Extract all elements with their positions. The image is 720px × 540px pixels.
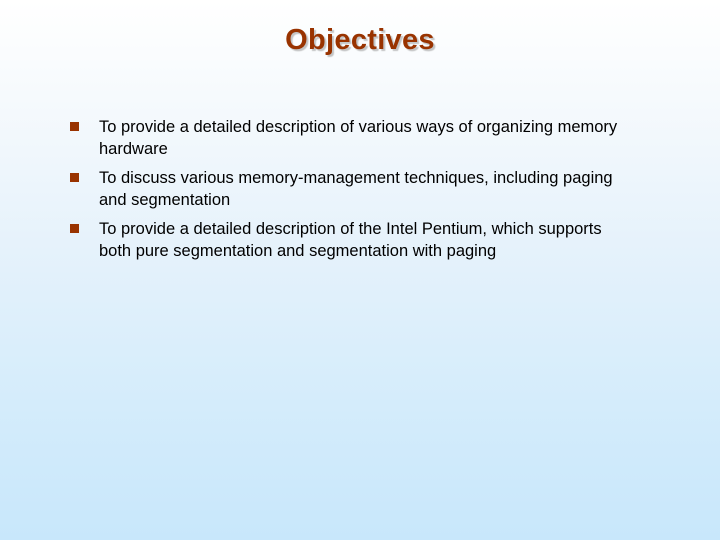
square-bullet-icon	[70, 122, 79, 131]
bullet-text: To discuss various memory-management techniques, including paging and segmentation	[99, 169, 613, 209]
square-bullet-icon	[70, 173, 79, 182]
list-item	[70, 167, 630, 211]
objectives-list	[70, 116, 630, 269]
slide-title: Objectives	[285, 24, 435, 56]
list-item	[70, 116, 630, 160]
bullet-text: To provide a detailed description of the Intel Pentium, which supports both pure segmentation and segmentation with paging	[99, 220, 602, 260]
list-item	[70, 218, 630, 262]
bullet-text: To provide a detailed description of various ways of organizing memory hardware	[99, 118, 618, 158]
square-bullet-icon	[70, 224, 79, 233]
